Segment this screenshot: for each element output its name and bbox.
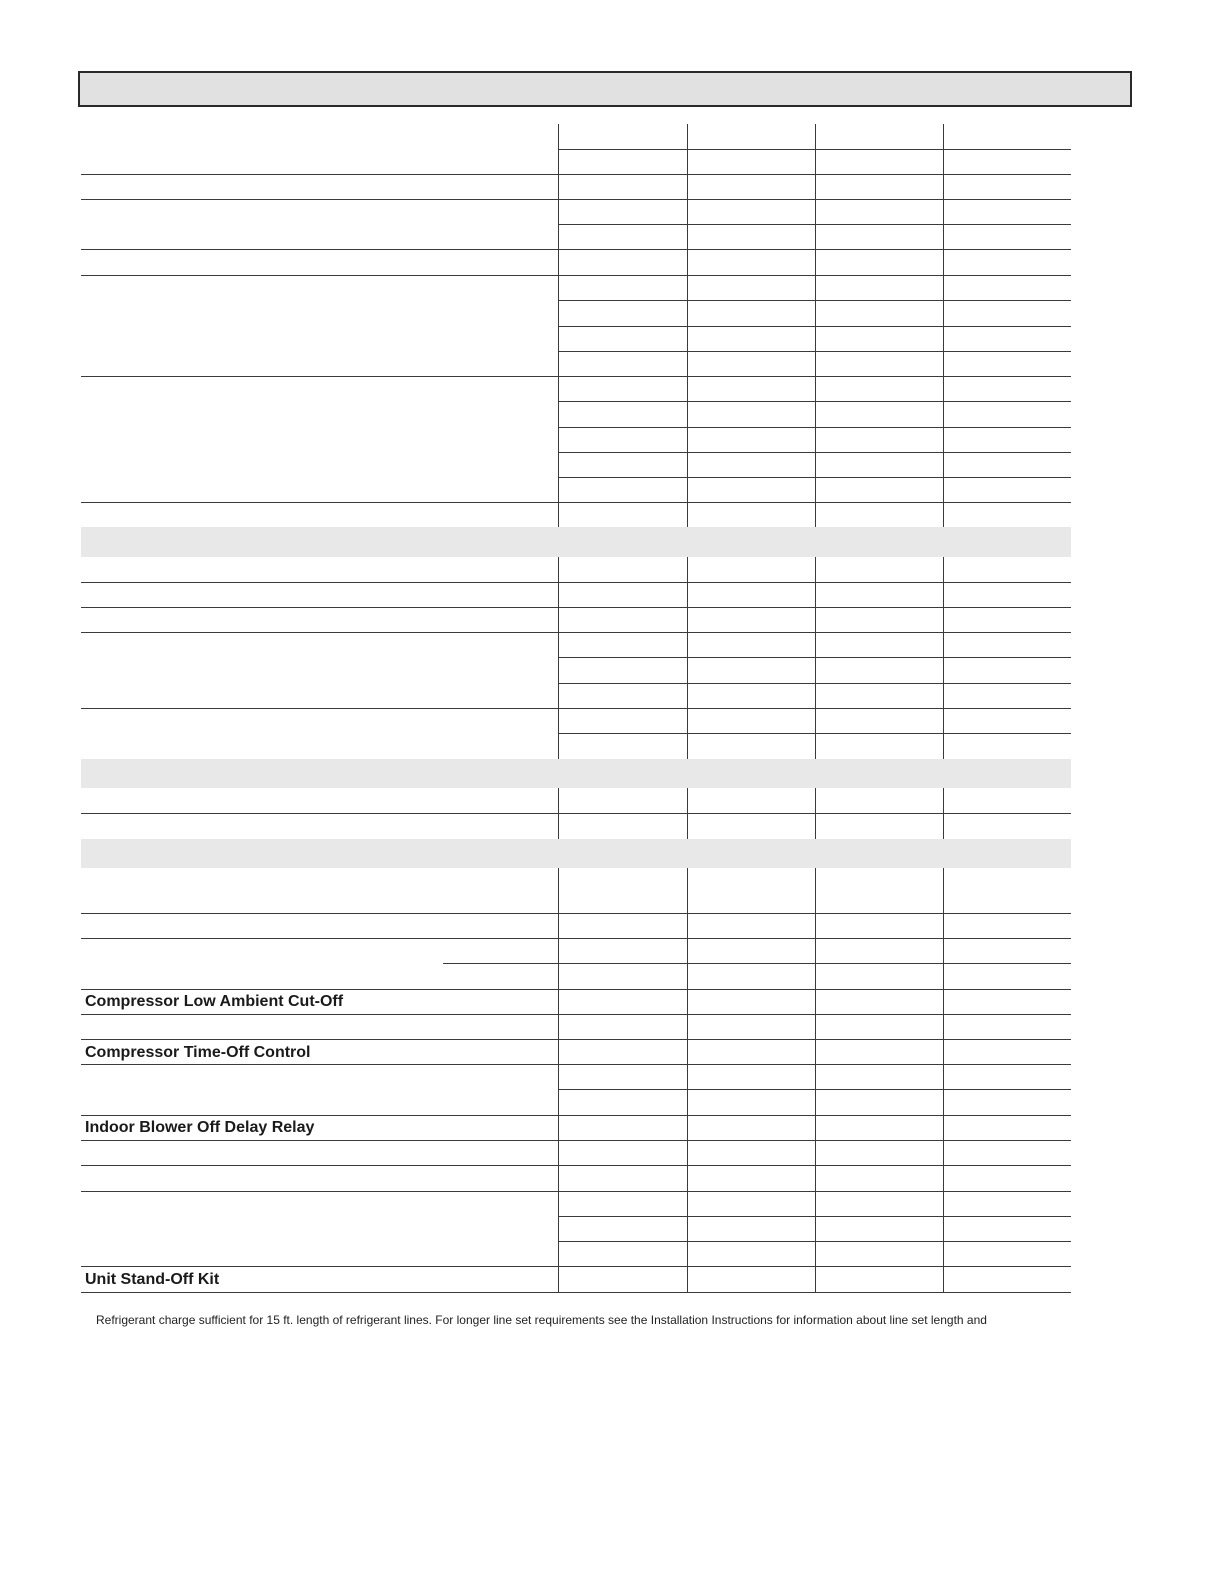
table-column-divider [943, 788, 944, 839]
table-row-divider [81, 708, 1071, 709]
table-row-divider [81, 376, 1071, 377]
table-row-divider [81, 502, 1071, 503]
table-column-divider [943, 124, 944, 527]
table-column-divider [815, 124, 816, 527]
table-row-divider [81, 632, 1071, 633]
table-column-divider [815, 788, 816, 839]
table-row-divider [81, 1014, 1071, 1015]
table-column-divider [943, 557, 944, 759]
table-section-band [81, 759, 1071, 788]
table-row-divider [81, 275, 1071, 276]
table-row-divider [81, 582, 1071, 583]
table-section-band [81, 527, 1071, 557]
row-label-indoor-blower-off-delay: Indoor Blower Off Delay Relay [85, 1119, 315, 1136]
table-row-divider [81, 607, 1071, 608]
table-column-divider [558, 557, 559, 759]
table-row-divider [81, 913, 1071, 914]
table-row-divider [443, 963, 1071, 964]
section-header-bar [78, 71, 1132, 107]
table-row-divider [81, 1292, 1071, 1293]
table-row-divider [81, 1165, 1071, 1166]
table-row-divider [81, 199, 1071, 200]
table-column-divider [943, 868, 944, 1292]
footnote: Refrigerant charge sufficient for 15 ft. length of refrigerant lines. For longer line set requirements see the Installation Instructions for information about line set length and [96, 1313, 987, 1327]
table-row-divider [81, 174, 1071, 175]
table-row-divider [81, 1115, 1071, 1116]
row-label-compressor-time-off: Compressor Time-Off Control [85, 1044, 311, 1061]
table-column-divider [687, 788, 688, 839]
table-column-divider [558, 124, 559, 527]
table-row-divider [81, 1191, 1071, 1192]
row-label-unit-stand-off-kit: Unit Stand-Off Kit [85, 1271, 220, 1288]
table-column-divider [687, 868, 688, 1292]
table-row-divider [81, 1039, 1071, 1040]
table-row-divider [81, 989, 1071, 990]
table-column-divider [815, 557, 816, 759]
table-column-divider [558, 788, 559, 839]
table-row-divider [81, 1140, 1071, 1141]
table-column-divider [815, 868, 816, 1292]
row-label-compressor-low-ambient: Compressor Low Ambient Cut-Off [85, 993, 344, 1010]
table-row-divider [81, 1064, 1071, 1065]
table-column-divider [687, 557, 688, 759]
table-row-divider [81, 249, 1071, 250]
table-row-divider [81, 938, 1071, 939]
table-section-band [81, 839, 1071, 868]
table-row-divider [81, 813, 1071, 814]
table-row-divider [81, 1266, 1071, 1267]
table-column-divider [558, 868, 559, 1292]
table-column-divider [687, 124, 688, 527]
